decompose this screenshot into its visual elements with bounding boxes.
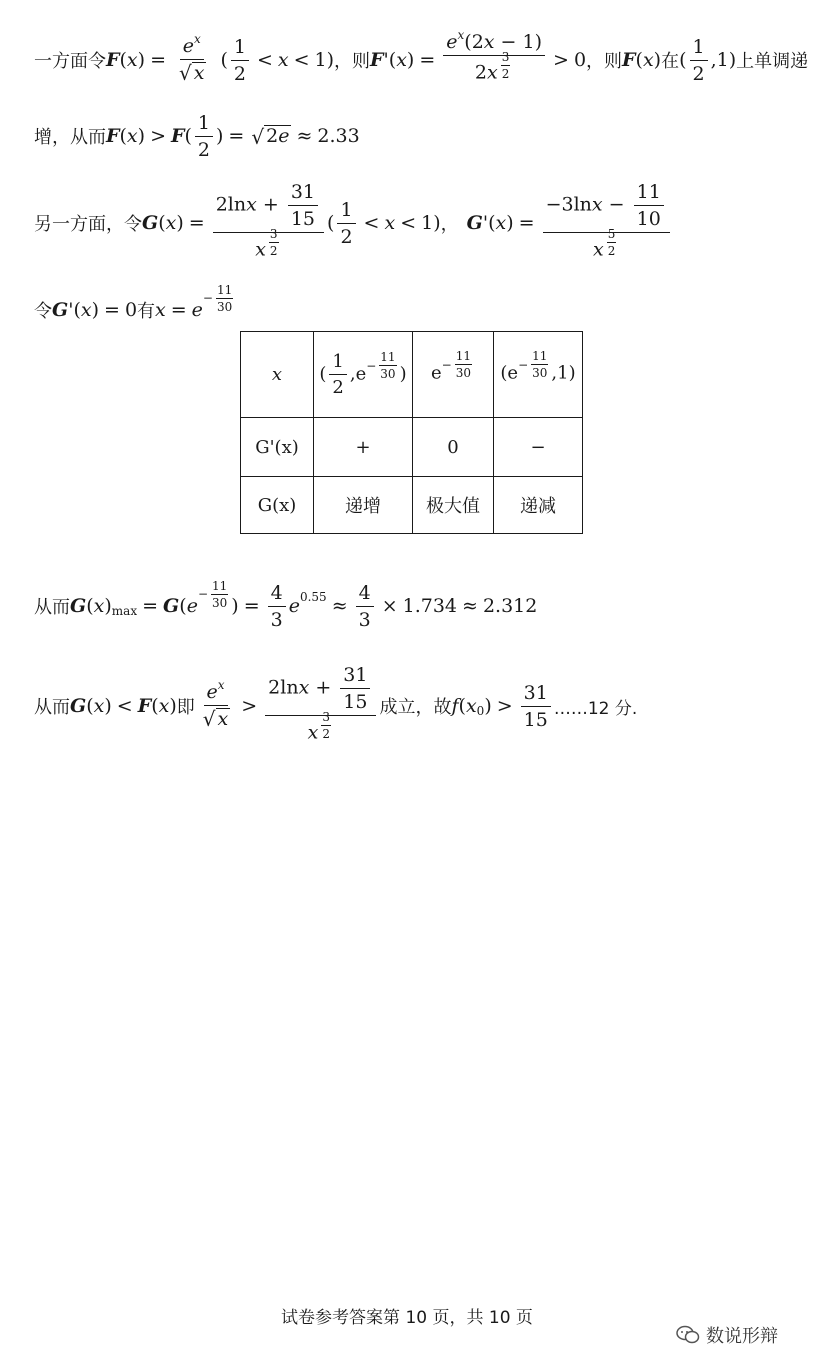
table-cell: 0: [413, 418, 494, 477]
monotonicity-table: [240, 331, 583, 534]
watermark: [676, 1322, 778, 1348]
line-6: 从而 G ( x ) < F ( x ) 即 $e^x$ √ x > 2lnx + $\frac{31}{15}$ x $\frac{3}{2}$ 成立，故 f ( x 0 ) > $\frac{31}{15}$ ……12 分.: [34, 663, 638, 743]
table-row: [241, 477, 583, 534]
line-4: 令 G '( x ) = 0 有 x = e − $\frac{11}{30}$: [34, 282, 233, 322]
watermark-label: 数说形辩: [706, 1326, 778, 1347]
fraction: 2lnx + $\frac{31}{15}$ x $\frac{3}{2}$: [213, 181, 324, 266]
table-cell: 递增: [314, 477, 413, 534]
table-cell: 递减: [494, 477, 583, 534]
table-cell: +: [314, 418, 413, 477]
fraction: $e^x$ √ x: [178, 31, 205, 86]
fraction: $e^x(2x - 1)$ 2x $\frac{3}{2}$: [443, 31, 545, 89]
table-cell: 极大值: [413, 477, 494, 534]
table-row: [241, 418, 583, 477]
page-footer: 试卷参考答案第 10 页，共 10 页: [281, 1308, 533, 1328]
line-1: 一方面令 F ( x ) = $e^x$ √ x ( $\frac{1}{2}$ < x < 1) ，则 F '( x ) = $e^x(2x - 1)$ 2x $\frac{3}{2}$ > 0 ，则 F ( x ) 在 ( $\frac{1}{2}$ ,1) 上单调递: [34, 30, 808, 90]
wechat-icon: [676, 1325, 700, 1345]
table-cell: x: [241, 332, 314, 418]
table-cell: ( $\frac{1}{2}$ ,e− $\frac{11}{30}$ ): [314, 332, 413, 418]
fraction: −3lnx − $\frac{11}{10}$ x $\frac{5}{2}$: [543, 181, 670, 266]
table-cell: e− $\frac{11}{30}$: [413, 332, 494, 418]
table-cell: G(x): [241, 477, 314, 534]
line-2: 增，从而 F ( x ) > F ( $\frac{1}{2}$ ) = √ 2e ≈ 2.33: [34, 111, 360, 161]
table-cell: (e− $\frac{11}{30}$ ,1): [494, 332, 583, 418]
table-cell: G'(x): [241, 418, 314, 477]
table-cell: −: [494, 418, 583, 477]
line-5: 从而 G ( x ) max = G ( e − $\frac{11}{30}$ ) = $\frac{4}{3}$ e 0.55 ≈ $\frac{4}{3}$ × 1.734 ≈ 2.312: [34, 578, 538, 631]
line-3: 另一方面，令 G ( x ) = 2lnx + $\frac{31}{15}$ x $\frac{3}{2}$ ( $\frac{1}{2}$ < x < 1) ， G '( x ) = −3lnx − $\frac{11}{10}$ x $\frac{5}{2}$: [34, 178, 673, 268]
table-row: [241, 332, 583, 418]
